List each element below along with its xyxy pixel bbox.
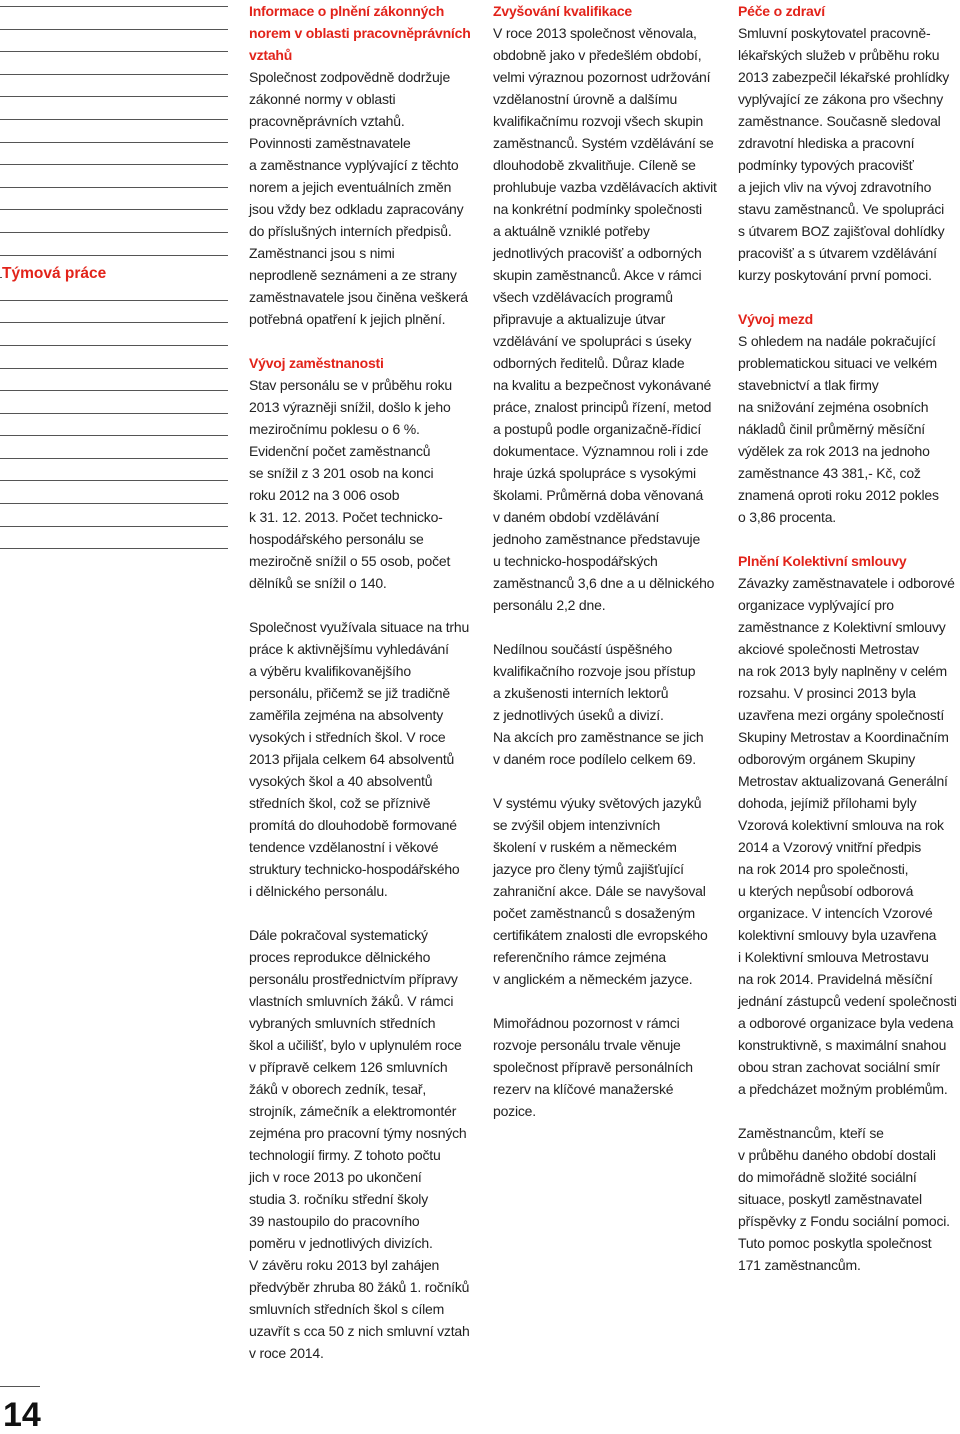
heading-employment: Vývoj zaměstnanosti bbox=[249, 355, 384, 371]
divider bbox=[0, 413, 228, 414]
paragraph-labor-law: Společnost zodpovědně dodržuje zákonné normy v oblasti pracovněprávních vztahů. Povinnosti zaměstnavatele a zaměstnance vyplývající z těchto norem a jejich eventuálních změn jsou vždy bez odkladu zapracovány do příslušných interních předpisů. Zaměstnanci jsou s nimi neprodleně seznámeni a ze strany zaměstnavatele jsou činěna veškerá potřebná opatření k jejich plnění. bbox=[249, 69, 468, 327]
divider bbox=[0, 322, 228, 323]
paragraph-wages: S ohledem na nadále pokračující problematickou situaci ve velkém stavebnictví a tlak firmy na snižování zejména osobních nákladů činil průměrný měsíční výdělek za rok 2013 na jednoho zaměstnance 43 381,- Kč, což znamená oproti roku 2012 pokles o 3,86 procenta. bbox=[738, 333, 939, 525]
column-2 bbox=[493, 0, 725, 1122]
heading-labor-law: Informace o plnění zákonných norem v oblasti pracovněprávních vztahů bbox=[249, 3, 471, 63]
paragraph-health: Smluvní poskytovatel pracovně- lékařských služeb v průběhu roku 2013 zabezpečil lékařské prohlídky vyplývající ze zákona pro všechny zaměstnance. Současně sledoval zdravotní hlediska a pracovní podmínky typových pracovišť a jejich vliv na vývoj zdravotního stavu zaměstnanců. Ve spolupráci s útvarem BOZ zajišťoval dohlídky pracovišť a s útvarem vzdělávání kurzy poskytování první pomoci. bbox=[738, 25, 950, 283]
heading-wages: Vývoj mezd bbox=[738, 311, 814, 327]
divider bbox=[0, 390, 228, 391]
sidebar-rules bbox=[0, 6, 228, 571]
section-label: Týmová práce bbox=[2, 262, 228, 286]
paragraph-qualification: V roce 2013 společnost věnovala, obdobně jako v předešlém období, velmi výraznou pozornost udržování vzdělanostní úrovně a dalšímu kvalifikačnímu rozvoji všech skupin zaměstnanců. Systém vzdělávání se dlouhodobě zkvalitňuje. Cíleně se prohlubuje vazba vzdělávacích aktivit na konkrétní podmínky společnosti a aktuálně vzniklé potřeby jednotlivých pracovišť a odborných skupin zaměstnanců. Akce v rámci všech vzdělávacích programů připravuje a aktualizuje útvar vzdělávání ve spolupráci s úseky odborných ředitelů. Důraz klade na kvalitu a bezpečnost vykonávané práce, znalost principů řízení, metod a postupů podle organizačně-řídicí dokumentace. Významnou roli i zde hraje úzká spolupráce s vysokými školami. Průměrná doba věnovaná v daném období vzdělávání jednoho zaměstnance představuje u technicko-hospodářských zaměstnanců 3,6 dne a u dělnického personálu 2,2 dne. bbox=[493, 25, 717, 613]
paragraph-languages: V systému výuky světových jazyků se zvýšil objem intenzivních školení v ruském a německém jazyce pro členy týmů zajišťující zahraniční akce. Dále se navyšoval počet zaměstnanců s dosaženým certifikátem znalosti dle evropského referenčního rámce zejména v anglickém a německém jazyce. bbox=[493, 795, 708, 987]
heading-health: Péče o zdraví bbox=[738, 3, 825, 19]
divider bbox=[0, 548, 228, 549]
divider bbox=[0, 209, 228, 210]
divider bbox=[0, 300, 228, 301]
divider bbox=[0, 458, 228, 459]
paragraph-apprentices: Dále pokračoval systematický proces reprodukce dělnického personálu prostřednictvím přípravy vlastních smluvních žáků. V rámci vybraných smluvních středních škol a učilišť, bylo v uplynulém roce v přípravě celkem 126 smluvních žáků v oborech zedník, tesař, strojník, zámečník a elektromontér zejména pro pracovní týmy nosných technologií firmy. Z tohoto počtu jich v roce 2013 po ukončení studia 3. ročníku střední školy 39 nastoupilo do pracovního poměru v jednotlivých divizích. V závěru roku 2013 byl zahájen předvýběr zhruba 80 žáků 1. ročníků smluvních středních škol s cílem uzavřít s cca 50 z nich smluvní vztah v roce 2014. bbox=[249, 927, 470, 1361]
divider bbox=[0, 142, 228, 143]
divider bbox=[0, 255, 228, 256]
divider bbox=[0, 187, 228, 188]
divider bbox=[0, 29, 228, 30]
heading-collective-agreement: Plnění Kolektivní smlouvy bbox=[738, 553, 907, 569]
paragraph-employment: Stav personálu se v průběhu roku 2013 výrazněji snížil, došlo k jeho meziročnímu poklesu o 6 %. Evidenční počet zaměstnanců se snížil z 3 201 osob na konci roku 2012 na 3 006 osob k 31. 12. 2013. Počet technicko- hospodářského personálu se meziročně snížil o 55 osob, počet dělníků se snížil o 140. bbox=[249, 377, 452, 591]
divider bbox=[0, 368, 228, 369]
divider bbox=[0, 1386, 40, 1387]
divider bbox=[0, 480, 228, 481]
paragraph-collective-agreement: Závazky zaměstnavatele i odborové organizace vyplývající pro zaměstnance z Kolektivní smlouvy akciové společnosti Metrostav na rok 2013 byly naplněny v celém rozsahu. V prosinci 2013 byla uzavřena mezi orgány společností Skupiny Metrostav a Koordinačním odborovým orgánem Skupiny Metrostav aktualizovaná Generální dohoda, jejímiž přílohami byly Vzorová kolektivní smlouva na rok 2014 a Vzorový vnitřní předpis na rok 2014 pro společnosti, u kterých nepůsobí odborová organizace. V intencích Vzorové kolektivní smlouvy byla uzavřena i Kolektivní smlouva Metrostavu na rok 2014. Pravidelná měsíční jednání zástupců vedení společnosti a odborové organizace byla vedena konstruktivně, s maximální snahou obou stran zachovat sociální smír a předcházet možným problémům. bbox=[738, 575, 957, 1097]
divider bbox=[0, 74, 228, 75]
divider bbox=[0, 526, 228, 527]
page-number: 14 bbox=[3, 1396, 41, 1434]
divider bbox=[0, 435, 228, 436]
divider bbox=[0, 164, 228, 165]
divider bbox=[0, 232, 228, 233]
paragraph-graduates: Společnost využívala situace na trhu práce k aktivnějšímu vyhledávání a výběru kvalifikovanějšího personálu, přičemž se již tradičně zaměřila zejména na absolventy vysokých i středních škol. V roce 2013 přijala celkem 64 absolventů vysokých škol a 40 absolventů středních škol, což se příznivě promítá do dlouhodobě formované tendence vzdělanostní i věkové struktury technicko-hospodářského i dělnického personálu. bbox=[249, 619, 470, 899]
paragraph-social-fund: Zaměstnancům, kteří se v průběhu daného období dostali do mimořádně složité sociální situace, poskytl zaměstnavatel příspěvky z Fondu sociální pomoci. Tuto pomoc poskytla společnost 171 zaměstnancům. bbox=[738, 1125, 950, 1273]
paragraph-reserves: Mimořádnou pozornost v rámci rozvoje personálu trvale věnuje společnost přípravě personálních rezerv na klíčové manažerské pozice. bbox=[493, 1015, 693, 1119]
divider bbox=[0, 96, 228, 97]
paragraph-lecturers: Nedílnou součástí úspěšného kvalifikačního rozvoje jsou přístup a zkušenosti interních lektorů z jednotlivých úseků a divizí. Na akcích pro zaměstnance se jich v daném roce podílelo celkem 69. bbox=[493, 641, 704, 767]
column-3 bbox=[738, 0, 960, 1276]
divider bbox=[0, 345, 228, 346]
divider bbox=[0, 119, 228, 120]
divider bbox=[0, 51, 228, 52]
divider bbox=[0, 503, 228, 504]
heading-qualification: Zvyšování kvalifikace bbox=[493, 3, 632, 19]
divider bbox=[0, 6, 228, 7]
column-1 bbox=[249, 0, 479, 1364]
